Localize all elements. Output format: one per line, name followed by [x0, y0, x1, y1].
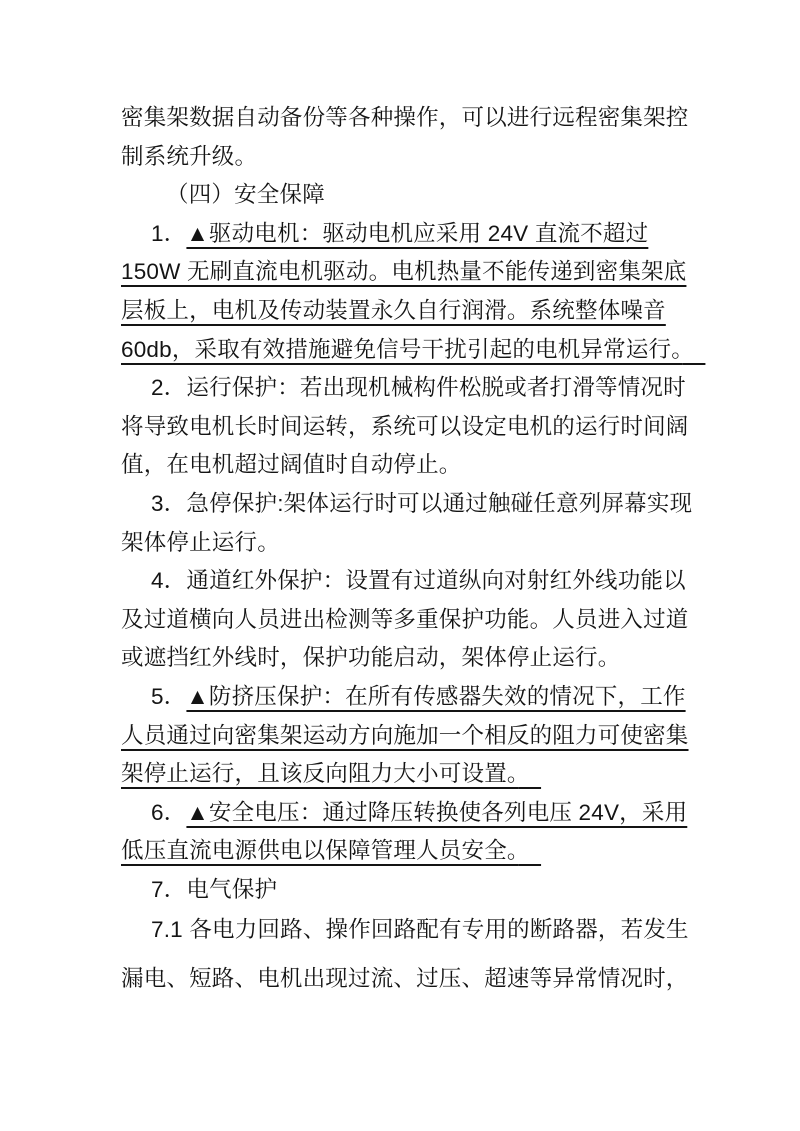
text-segment: 架体停止运行。 — [121, 529, 280, 555]
text-line — [121, 331, 704, 370]
text-line — [121, 911, 704, 950]
text-segment: （四）安全保障 — [166, 182, 325, 208]
text-segment: 密集架数据自动备份等各种操作，可以进行远程密集架控 — [121, 105, 689, 130]
text-line — [121, 960, 704, 999]
text-segment: 4．通道红外保护：设置有过道纵向对射红外线功能以 — [151, 568, 686, 594]
underlined-text-segment: 60db，采取有效措施避免信号干扰引起的电机异常运行。 — [121, 336, 683, 362]
text-line — [121, 138, 704, 177]
underlined-text-segment: 低压直流电源供电以保障管理人员安全。 — [121, 838, 519, 864]
text-line — [121, 176, 704, 215]
text-segment: 漏电、短路、电机出现过流、过压、超速等异常情况时， — [121, 966, 689, 992]
text-line — [121, 678, 704, 717]
document-body — [121, 99, 704, 999]
underlined-text-segment — [683, 337, 706, 362]
underlined-text-segment: ▲安全电压：通过降压转换使各列电压 24V，采用 — [186, 799, 688, 825]
text-segment: 2．运行保护：若出现机械构件松脱或者打滑等情况时 — [151, 375, 686, 401]
text-segment: 1． — [151, 220, 187, 246]
underlined-text-segment: 架停止运行，且该反向阻力大小可设置。 — [121, 761, 519, 787]
text-line — [121, 99, 704, 138]
underlined-text-segment — [518, 838, 541, 863]
text-segment: 5． — [151, 683, 187, 709]
text-segment: 3．急停保护:架体运行时可以通过触碰任意列屏幕实现 — [151, 490, 693, 516]
underlined-text-segment — [518, 761, 541, 786]
text-segment: 6． — [151, 799, 187, 825]
text-line — [121, 253, 704, 292]
text-line — [121, 524, 704, 563]
text-segment: 7．电气保护 — [151, 876, 278, 902]
text-segment: 值，在电机超过阔值时自动停止。 — [121, 452, 462, 478]
text-line — [121, 408, 704, 447]
underlined-text-segment: 层板上，电机及传动装置永久自行润滑。系统整体噪音 — [121, 297, 666, 323]
text-line — [121, 601, 704, 640]
text-line — [121, 369, 704, 408]
text-line — [121, 794, 704, 833]
text-line — [121, 446, 704, 485]
text-line — [121, 871, 704, 910]
underlined-text-segment: 150W 无刷直流电机驱动。电机热量不能传递到密集架底 — [121, 259, 687, 285]
text-segment: 及过道横向人员进出检测等多重保护功能。人员进入过道 — [121, 606, 689, 632]
underlined-text-segment: ▲防挤压保护：在所有传感器失效的情况下，工作 — [186, 683, 686, 709]
text-line — [121, 832, 704, 871]
underlined-text-segment: ▲驱动电机：驱动电机应采用 24V 直流不超过 — [186, 220, 649, 246]
text-line — [121, 755, 704, 794]
text-line — [121, 292, 704, 331]
text-line — [121, 639, 704, 678]
text-segment: 7.1 各电力回路、操作回路配有专用的断路器，若发生 — [151, 917, 689, 943]
text-line — [121, 717, 704, 756]
text-line — [121, 562, 704, 601]
text-segment: 将导致电机长时间运转，系统可以设定电机的运行时间阔 — [121, 413, 689, 439]
text-segment: 制系统升级。 — [121, 143, 258, 169]
underlined-text-segment: 人员通过向密集架运动方向施加一个相反的阻力可使密集 — [121, 722, 689, 748]
text-line — [121, 215, 704, 254]
text-line — [121, 485, 704, 524]
text-segment: 或遮挡红外线时，保护功能启动，架体停止运行。 — [121, 645, 621, 671]
